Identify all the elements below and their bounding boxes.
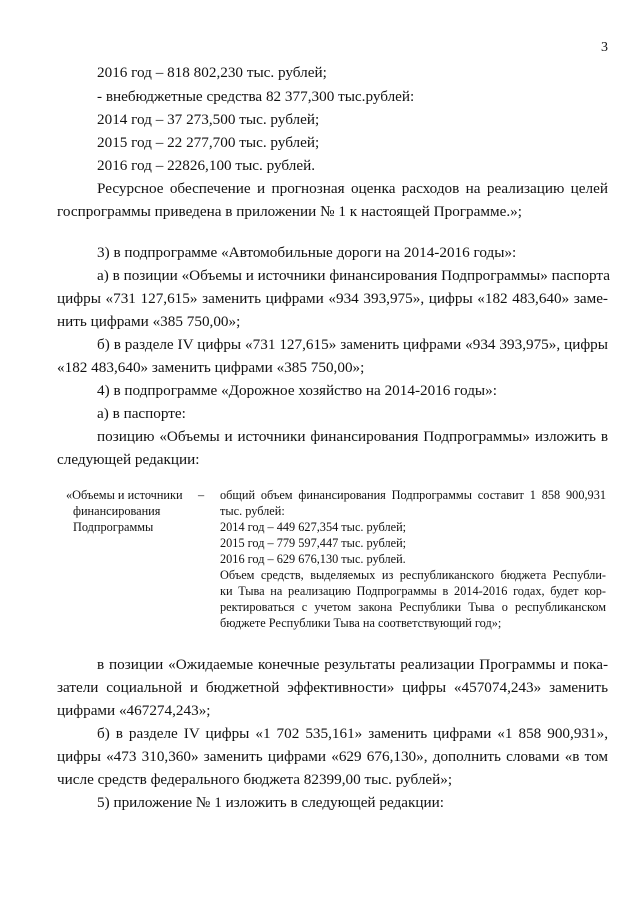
paragraph-line: цифры «731 127,615» заменить цифрами «934 393,975», цифры «182 483,640» заме- [57, 290, 608, 307]
table-right-cell-line: 2015 год – 779 597,447 тыс. рублей; [220, 536, 407, 550]
paragraph-line: цифрами «467274,243»; [57, 702, 211, 719]
text-line: 2016 год – 22826,100 тыс. рублей. [97, 157, 315, 174]
page-number: 3 [601, 40, 608, 55]
paragraph-line: цифры «473 310,360» заменить цифрами «629 676,130», дополнить словами «в том [57, 748, 608, 765]
table-right-cell-line: тыс. рублей: [220, 504, 285, 518]
paragraph-line: следующей редакции: [57, 451, 200, 468]
table-dash: – [198, 488, 205, 502]
paragraph-line: нить цифрами «385 750,00»; [57, 313, 241, 330]
table-right-cell-line: общий объем финансирования Подпрограммы составит 1 858 900,931 [220, 488, 606, 502]
table-right-cell-line: ки Тыва на реализацию Подпрограммы в 2014-2016 годах, будет кор- [220, 584, 606, 598]
table-left-cell-line: финансирования [73, 504, 161, 518]
table-right-cell-line: бюджете Республики Тыва на соответствующий год»; [220, 616, 502, 630]
table-right-cell-line: ректироваться с учетом закона Республики Тыва о республиканском [220, 600, 606, 614]
table-right-cell-line: Объем средств, выделяемых из республиканского бюджета Республи- [220, 568, 606, 582]
table-left-cell-line: «Объемы и источники [66, 488, 183, 502]
table-right-cell-line: 2016 год – 629 676,130 тыс. рублей. [220, 552, 406, 566]
paragraph-line: а) в позиции «Объемы и источники финансирования Подпрограммы» паспорта [97, 267, 610, 284]
paragraph-line: затели социальной и бюджетной эффективности» цифры «457074,243» заменить [57, 679, 608, 696]
paragraph-line: госпрограммы приведена в приложении № 1 к настоящей Программе.»; [57, 203, 522, 220]
item-heading: 4) в подпрограмме «Дорожное хозяйство на 2014-2016 годы»: [97, 382, 497, 399]
paragraph-line: Ресурсное обеспечение и прогнозная оценка расходов на реализацию целей [97, 180, 608, 197]
paragraph-line: «182 483,640» заменить цифрами «385 750,00»; [57, 359, 365, 376]
text-line: 2015 год – 22 277,700 тыс. рублей; [97, 134, 320, 151]
table-left-cell-line: Подпрограммы [73, 520, 154, 534]
text-line: - внебюджетные средства 82 377,300 тыс.рублей: [97, 88, 415, 105]
item-heading: 5) приложение № 1 изложить в следующей редакции: [97, 794, 444, 811]
paragraph-line: числе средств федерального бюджета 82399,00 тыс. рублей»; [57, 771, 453, 788]
paragraph-line: б) в разделе IV цифры «1 702 535,161» заменить цифрами «1 858 900,931», [97, 725, 608, 742]
item-heading: 3) в подпрограмме «Автомобильные дороги на 2014-2016 годы»: [97, 244, 517, 261]
paragraph-line: а) в паспорте: [97, 405, 186, 422]
table-right-cell-line: 2014 год – 449 627,354 тыс. рублей; [220, 520, 407, 534]
paragraph-line: б) в разделе IV цифры «731 127,615» заменить цифрами «934 393,975», цифры [97, 336, 608, 353]
text-line: 2016 год – 818 802,230 тыс. рублей; [97, 64, 327, 81]
text-line: 2014 год – 37 273,500 тыс. рублей; [97, 111, 320, 128]
paragraph-line: позицию «Объемы и источники финансирования Подпрограммы» изложить в [97, 428, 608, 445]
paragraph-line: в позиции «Ожидаемые конечные результаты реализации Программы и пока- [97, 656, 608, 673]
